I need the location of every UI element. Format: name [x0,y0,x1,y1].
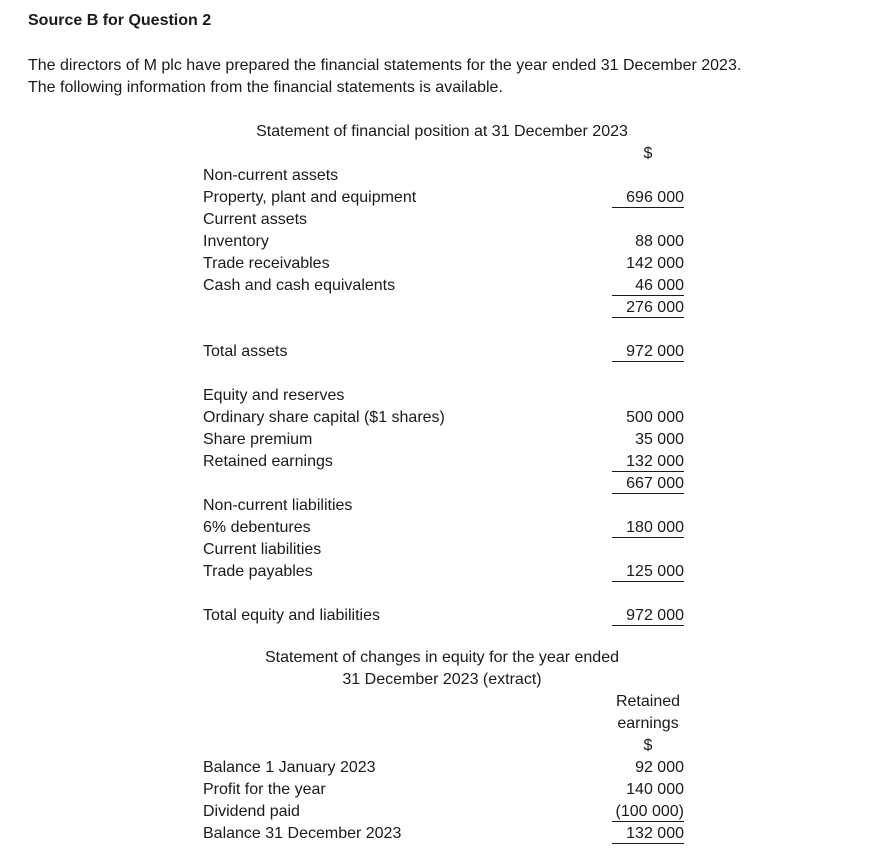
row-value: 500 000 [626,409,684,426]
sofp-currency-header-row [203,143,684,165]
row-label: Retained earnings [203,453,333,470]
soce-section [28,647,856,845]
spacer-row [203,583,684,605]
intro-line-2: The following information from the financial statements is available. [28,79,503,96]
row-value: 132 000 [612,451,684,472]
row-value: (100 000) [612,801,684,822]
row-label: Inventory [203,233,269,250]
row-value: 972 000 [612,341,684,362]
row-label: Total equity and liabilities [203,607,380,624]
sofp-rows [203,165,684,627]
row-label: Current liabilities [203,541,322,558]
row-label: Non-current assets [203,167,339,184]
soce-table [203,691,684,845]
empty-label [203,143,612,165]
table-row [203,341,684,363]
row-label: Total assets [203,343,288,360]
row-value [612,385,684,407]
row-label: Dividend paid [203,803,300,820]
row-label: Trade payables [203,563,313,580]
row-value: 88 000 [635,233,684,250]
table-row [203,779,684,801]
row-value: 35 000 [635,431,684,448]
row-value [612,495,684,517]
source-title: Source B for Question 2 [28,12,212,29]
table-row [203,517,684,539]
soce-currency-header: $ [643,737,653,754]
row-label [203,297,612,319]
row-label: Balance 31 December 2023 [203,825,402,842]
row-label: Share premium [203,431,313,448]
row-label: Current assets [203,211,308,228]
row-value: 276 000 [612,297,684,318]
row-value: 180 000 [612,517,684,538]
row-value: 46 000 [612,275,684,296]
row-value: 140 000 [626,781,684,798]
table-row [203,385,684,407]
soce-title-line-1: Statement of changes in equity for the year ended [264,649,619,666]
soce-column-header-row-2 [203,713,684,735]
row-label: Equity and reserves [203,387,345,404]
spacer-row [203,319,684,341]
table-row [203,539,684,561]
table-row [203,605,684,627]
row-value: 92 000 [635,759,684,776]
soce-rows [203,757,684,845]
sofp-currency-header: $ [643,145,653,162]
empty-label [203,691,612,713]
table-row [203,451,684,473]
row-value [612,209,684,231]
row-value: 132 000 [612,823,684,844]
intro-line-1: The directors of M plc have prepared the financial statements for the year ended 31 December 2023. [28,57,742,74]
table-row [203,187,684,209]
row-label: Property, plant and equipment [203,189,417,206]
soce-title-line-2: 31 December 2023 (extract) [342,671,542,688]
row-label: Ordinary share capital ($1 shares) [203,409,445,426]
sofp-table [203,143,684,627]
row-label: Profit for the year [203,781,326,798]
row-label: Non-current liabilities [203,497,353,514]
table-row [203,473,684,495]
sofp-title: Statement of financial position at 31 December 2023 [256,123,628,140]
row-label [203,473,612,495]
soce-column-header-earnings: earnings [617,715,679,732]
table-row [203,231,684,253]
row-label: Trade receivables [203,255,330,272]
empty-label [203,713,612,735]
soce-column-header-retained: Retained [615,693,681,710]
soce-currency-header-row [203,735,684,757]
table-row [203,757,684,779]
row-value: 142 000 [626,255,684,272]
table-row [203,253,684,275]
row-value [612,539,684,561]
row-value: 696 000 [612,187,684,208]
table-row [203,429,684,451]
table-row [203,165,684,187]
table-row [203,801,684,823]
row-value [612,165,684,187]
row-value: 667 000 [612,473,684,494]
table-row [203,275,684,297]
table-row [203,297,684,319]
table-row [203,495,684,517]
row-label: Balance 1 January 2023 [203,759,376,776]
row-value: 125 000 [612,561,684,582]
row-label: 6% debentures [203,519,311,536]
intro-paragraph [28,55,856,99]
row-label: Cash and cash equivalents [203,277,396,294]
empty-label [203,735,612,757]
row-value: 972 000 [612,605,684,626]
soce-column-header-row-1 [203,691,684,713]
table-row [203,407,684,429]
table-row [203,561,684,583]
table-row [203,823,684,845]
spacer-row [203,363,684,385]
table-row [203,209,684,231]
